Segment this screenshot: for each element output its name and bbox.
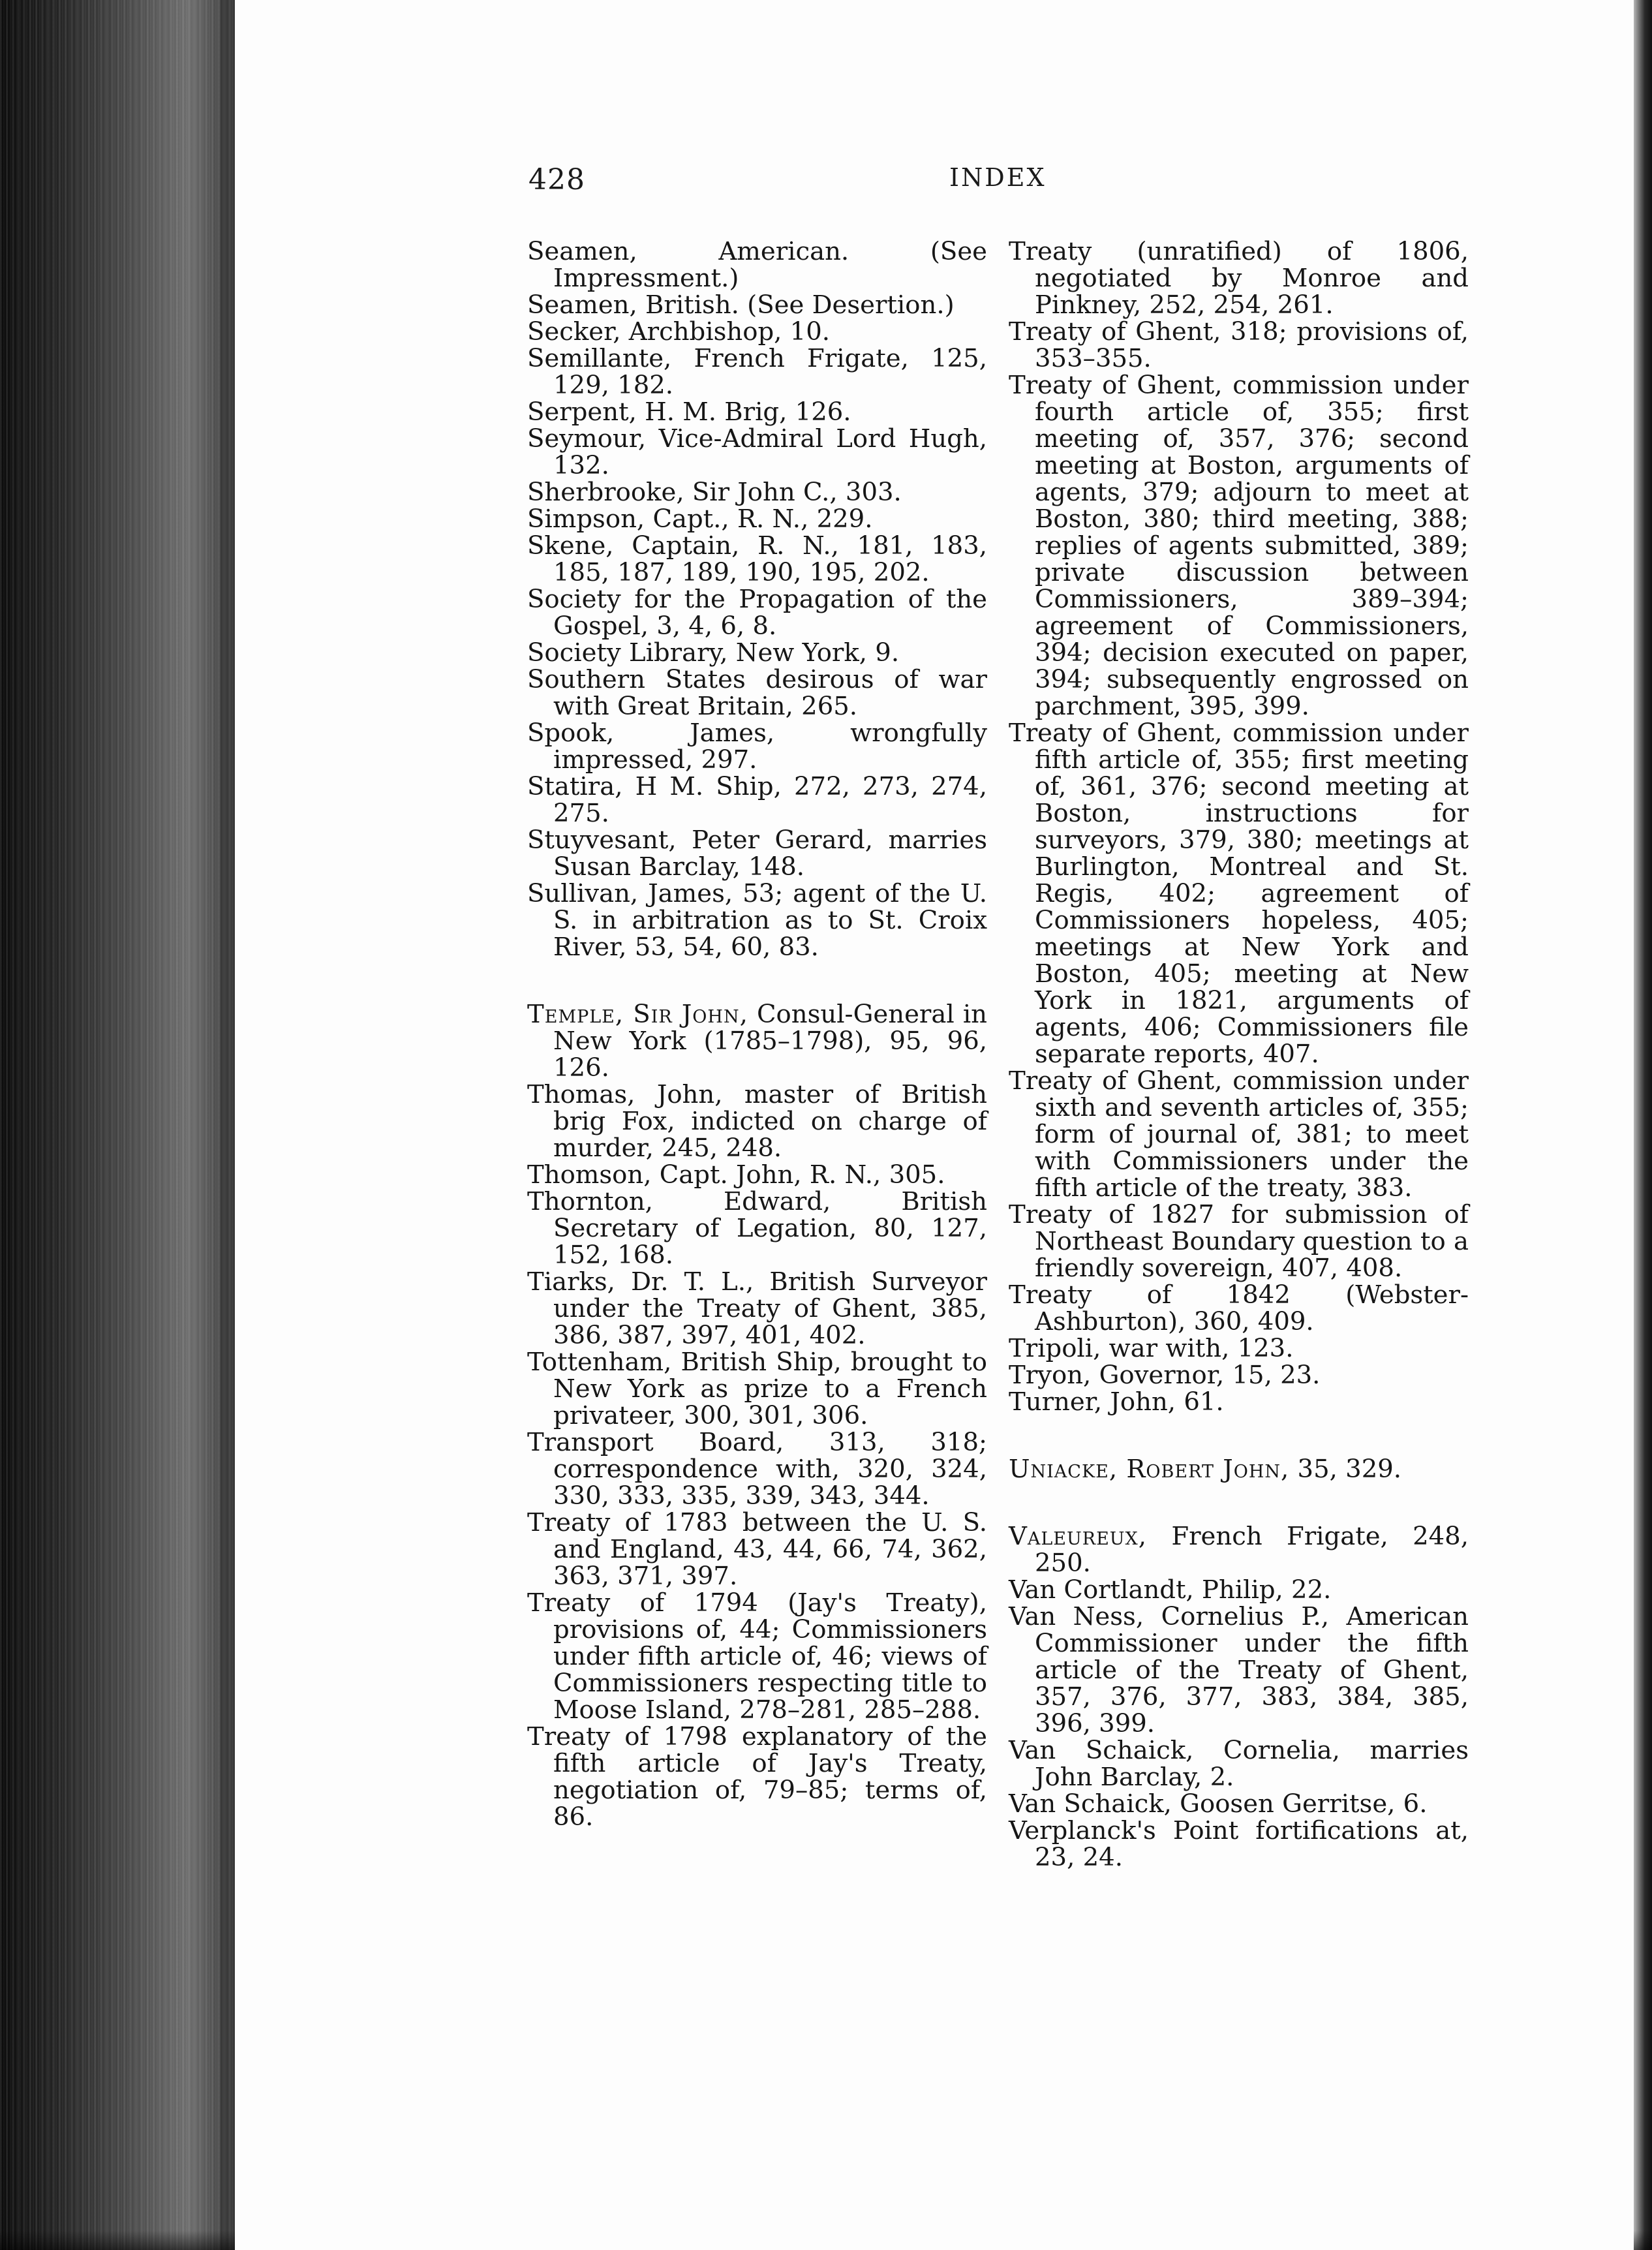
index-entry [527, 425, 987, 479]
index-entry-text: Consul-General in New York (1785–1798), 95, 96, 126. [553, 1000, 987, 1083]
index-entry-text: Van Ness, Cornelius P., American Commissioner under the fifth article of the Treaty of Ghent, 357, 376, 377, 383, 384, 385, 396, 399. [1009, 1602, 1469, 1738]
index-entry [527, 827, 987, 880]
index-entry [527, 773, 987, 827]
index-entry-text: Spook, James, wrongfully impressed, 297. [527, 718, 987, 775]
book-page-edge [0, 0, 235, 2250]
gutter-shadow [221, 0, 235, 2250]
page-number: 428 [528, 163, 585, 196]
index-entry [1009, 1201, 1469, 1282]
index-entry [527, 720, 987, 773]
index-entry-text: Treaty of 1794 (Jay's Treaty), provisions of, 44; Commissioners under fifth article of, 46; views of Commissioners respecting title to Moose Island, 278–281, 285–288. [527, 1588, 987, 1725]
index-entry [527, 1349, 987, 1429]
index-entry [1009, 1335, 1469, 1362]
index-entry-text: Van Cortlandt, Philip, 22. [1009, 1575, 1332, 1605]
index-entry [527, 1429, 987, 1509]
index-entry [527, 292, 987, 318]
index-entry [1009, 1603, 1469, 1737]
page-header [528, 163, 1651, 202]
index-entry-text: Sullivan, James, 53; agent of the U. S. in arbitration as to St. Croix River, 53, 54, 60, 83. [527, 879, 987, 962]
index-entry [527, 1723, 987, 1830]
index-entry-text: Society for the Propagation of the Gospel, 3, 4, 6, 8. [527, 585, 987, 641]
index-entry-text: Treaty of Ghent, 318; provisions of, 353–355. [1009, 317, 1469, 373]
index-entry-text: Thomson, Capt. John, R. N., 305. [527, 1160, 945, 1190]
index-entry-text: Seamen, British. (See Desertion.) [527, 290, 955, 320]
index-entry [527, 1269, 987, 1349]
index-entry-text: Thomas, John, master of British brig Fox, indicted on charge of murder, 245, 248. [527, 1080, 987, 1163]
index-entry-text: Seymour, Vice-Admiral Lord Hugh, 132. [527, 424, 987, 480]
index-entry-text: Treaty (unratified) of 1806, negotiated by Monroe and Pinkney, 252, 254, 261. [1009, 237, 1469, 320]
index-entry-text: Tiarks, Dr. T. L., British Surveyor under the Treaty of Ghent, 385, 386, 387, 397, 401, 402. [527, 1267, 987, 1350]
index-entry-text: Southern States desirous of war with Great Britain, 265. [527, 665, 987, 721]
index-entry-text: Thornton, Edward, British Secretary of Legation, 80, 127, 152, 168. [527, 1187, 987, 1270]
index-entry-text: Sherbrooke, Sir John C., 303. [527, 478, 902, 507]
index-entry-text: Turner, John, 61. [1009, 1387, 1224, 1417]
index-entry-text: Secker, Archbishop, 10. [527, 317, 831, 347]
index-entry-text: Seamen, American. (See Impressment.) [527, 237, 987, 293]
index-entry-text: Van Schaick, Cornelia, marries John Barclay, 2. [1009, 1736, 1469, 1792]
index-entry-text: Van Schaick, Goosen Gerritse, 6. [1009, 1789, 1428, 1819]
index-entry-text: Verplanck's Point fortifications at, 23, 24. [1009, 1816, 1469, 1872]
index-entry [1009, 1817, 1469, 1871]
index-entry [527, 880, 987, 961]
index-entry [527, 640, 987, 666]
index-entry [1009, 1456, 1469, 1483]
index-entry [1009, 318, 1469, 372]
index-entry-text: Treaty of 1842 (Webster-Ashburton), 360, 409. [1009, 1280, 1469, 1336]
index-entry-text: Statira, H M. Ship, 272, 273, 274, 275. [527, 772, 987, 828]
index-entry [527, 1162, 987, 1188]
index-entry [527, 1509, 987, 1590]
index-entry-text: 35, 329. [1289, 1455, 1402, 1484]
index-entry-text: Stuyvesant, Peter Gerard, marries Susan Barclay, 148. [527, 825, 987, 882]
index-entry [527, 238, 987, 292]
index-entry [527, 1590, 987, 1723]
index-entry-text: French Frigate, 248, 250. [1035, 1522, 1469, 1578]
index-entry [527, 586, 987, 640]
index-entry [1009, 1577, 1469, 1603]
index-entry [527, 506, 987, 532]
index-entry [527, 666, 987, 720]
index-entry-text: Treaty of Ghent, commission under fifth article of, 355; first meeting of, 361, 376; second meeting at Boston, instructions for surveyors, 379, 380; meetings at Burlington, Montreal and St. Regis, 402; agreement of Commissioners hopeless, 405; meetings at New York and Boston, 405; meeting at New York in 1821, arguments of agents, 406; Commissioners file separate reports, 407. [1009, 718, 1469, 1069]
index-entry-text: Treaty of 1827 for submission of Northeast Boundary question to a friendly sovereign, 407, 408. [1009, 1200, 1469, 1283]
index-entry-text: Treaty of 1798 explanatory of the fifth article of Jay's Treaty, negotiation of, 79–85; terms of, 86. [527, 1722, 987, 1832]
index-entry [527, 1001, 987, 1081]
index-entry [1009, 238, 1469, 318]
right-page-edge [1634, 0, 1652, 2250]
index-entry-text: Treaty of Ghent, commission under fourth article of, 355; first meeting of, 357, 376; second meeting at Boston, arguments of agents, 379; adjourn to meet at Boston, 380; third meeting, 388; replies of agents submitted, 389; private discussion between Commissioners, 389–394; agreement of Commissioners, 394; decision executed on paper, 394; subsequently engrossed on parchment, 395, 399. [1009, 371, 1469, 721]
index-column-left [527, 238, 987, 1830]
index-entry [527, 1188, 987, 1269]
index-entry-heading: Valeureux, [1009, 1522, 1148, 1551]
index-entry [1009, 720, 1469, 1068]
index-entry-text: Society Library, New York, 9. [527, 638, 900, 668]
index-entry-text: Serpent, H. M. Brig, 126. [527, 397, 851, 427]
index-entry [527, 1081, 987, 1162]
index-entry [1009, 1282, 1469, 1335]
index-entry [527, 345, 987, 399]
index-entry [1009, 1791, 1469, 1817]
index-entry-text: Transport Board, 313, 318; correspondence with, 320, 324, 330, 333, 335, 339, 343, 344. [527, 1428, 987, 1511]
index-entry-text: Semillante, French Frigate, 125, 129, 182. [527, 344, 987, 400]
index-entry [1009, 1737, 1469, 1791]
index-entry [527, 318, 987, 345]
index-entry-text: Tripoli, war with, 123. [1009, 1334, 1294, 1363]
index-entry [527, 399, 987, 425]
index-entry-heading: Uniacke, Robert John, [1009, 1455, 1290, 1484]
index-entry-text: Tryon, Governor, 15, 23. [1009, 1361, 1321, 1390]
running-head: INDEX [949, 163, 1047, 192]
index-column-right [1009, 238, 1469, 1871]
index-entry [527, 532, 987, 586]
index-entry [527, 479, 987, 506]
index-entry-text: Skene, Captain, R. N., 181, 183, 185, 187, 189, 190, 195, 202. [527, 531, 987, 587]
index-entry-text: Treaty of Ghent, commission under sixth and seventh articles of, 355; form of journal of, 381; to meet with Commissioners under the fifth article of the treaty, 383. [1009, 1066, 1469, 1203]
index-entry [1009, 1362, 1469, 1389]
index-entry-text: Treaty of 1783 between the U. S. and England, 43, 44, 66, 74, 362, 363, 371, 397. [527, 1508, 987, 1591]
index-entry [1009, 1068, 1469, 1201]
index-entry-heading: Temple, Sir John, [527, 1000, 748, 1029]
index-entry-text: Tottenham, British Ship, brought to New York as prize to a French privateer, 300, 301, 306. [527, 1348, 987, 1430]
index-entry [1009, 372, 1469, 720]
index-entry [1009, 1523, 1469, 1577]
index-entry-text: Simpson, Capt., R. N., 229. [527, 504, 873, 534]
index-entry [1009, 1389, 1469, 1415]
